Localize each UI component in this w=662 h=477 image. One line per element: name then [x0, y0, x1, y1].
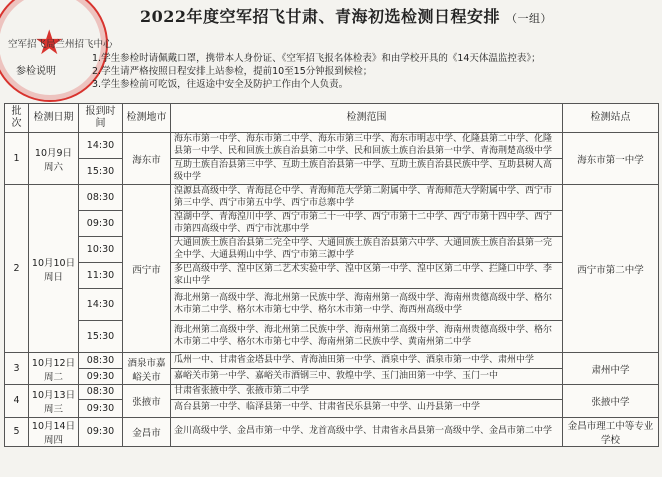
weekday-text: 周日: [43, 271, 63, 283]
table-row: [5, 369, 659, 385]
note-line: 3.学生参检前可吃饭，往返途中安全及防护工作由个人负责。: [92, 79, 349, 90]
date-cell: [29, 133, 79, 185]
batch-cell: 1: [5, 133, 29, 185]
table-row: [5, 263, 659, 289]
table-row: [5, 133, 659, 159]
header-date: 检测日期: [29, 104, 79, 133]
notes-label: 参检说明: [16, 66, 56, 77]
header-city: 检测地市: [123, 104, 171, 133]
note-line: 1.学生参检时请佩戴口罩，携带本人身份证、《空军招飞报名体检表》和由学校开具的《14天体温监控表》；: [92, 53, 541, 64]
range-cell: 海东市第一中学、海东市第二中学、海东市第三中学、海东市明志中学、化隆县第二中学、化隆县第一中学、民和回族土族自治县第二中学、民和回族土族自治县第一中学、青海荆楚高级中学: [171, 133, 563, 159]
weekday-text: 周四: [43, 434, 63, 446]
range-cell: 瓜州一中、甘肃省金塔县中学、青海油田第一中学、酒泉中学、酒泉市第一中学、肃州中学: [171, 353, 563, 369]
range-cell: 海北州第二高级中学、海北州第二民族中学、海南州第二高级中学、海南州贵德高级中学、格尔木市第二中学、格尔木市第七中学、海南州第二民族中学、黄南州第二中学: [171, 321, 563, 353]
time-cell: 08:30: [79, 385, 123, 400]
date-cell: [29, 417, 79, 446]
time-cell: 08:30: [79, 353, 123, 369]
table-row: [5, 159, 659, 185]
time-cell: 14:30: [79, 289, 123, 321]
range-cell: 大通回族土族自治县第二完全中学、大通回族土族自治县第六中学、大通回族土族自治县第一完全中学、大通县朔山中学、西宁市第三源中学: [171, 237, 563, 263]
range-cell: 海北州第一高级中学、海北州第一民族中学、海南州第一高级中学、海南州贵德高级中学、格尔木市第二中学、格尔木市第七中学、格尔木市第一中学、海西州高级中学: [171, 289, 563, 321]
station-cell: 西宁市第二中学: [563, 185, 659, 353]
date-cell: [29, 185, 79, 353]
range-cell: 金川高级中学、金昌市第一中学、龙首高级中学、甘肃省永昌县第一高级中学、金昌市第二中学: [171, 417, 563, 446]
time-cell: 15:30: [79, 159, 123, 185]
table-row: [5, 353, 659, 369]
range-cell: 湟源县高级中学、青海昆仑中学、青海师范大学第二附属中学、青海师范大学附属中学、西宁市第三中学、西宁市第五中学、西宁市总寨中学: [171, 185, 563, 211]
station-cell: 张掖中学: [563, 385, 659, 418]
table-header-row: [5, 104, 659, 133]
time-cell: 09:30: [79, 399, 123, 417]
notes-lines: [92, 52, 541, 91]
city-cell: 金昌市: [123, 417, 171, 446]
header-range: 检测范围: [171, 104, 563, 133]
notes-section: [6, 52, 656, 92]
header-station: 检测站点: [563, 104, 659, 133]
time-cell: 08:30: [79, 185, 123, 211]
table-row: [5, 289, 659, 321]
note-line: 2.学生请严格按照日程安排上站参检，提前10至15分钟报到候检；: [92, 66, 373, 77]
station-cell: 海东市第一中学: [563, 133, 659, 185]
time-cell: 09:30: [79, 211, 123, 237]
date-text: 10月10日: [31, 257, 76, 269]
station-cell: 金昌市理工中等专业学校: [563, 417, 659, 446]
title-text: 2022年度空军招飞甘肃、青海初选检测日程安排: [140, 7, 501, 26]
header-batch: 批次: [5, 104, 29, 133]
batch-cell: 4: [5, 385, 29, 418]
batch-cell: 5: [5, 417, 29, 446]
table-row: [5, 237, 659, 263]
city-cell: 西宁市: [123, 185, 171, 353]
range-cell: 多巴高级中学、湟中区第二艺术实验中学、湟中区第一中学、湟中区第二中学、拦隆口中学、李家山中学: [171, 263, 563, 289]
issuer-text: 空军招飞局兰州招飞中心: [8, 39, 113, 50]
time-cell: 09:30: [79, 369, 123, 385]
range-cell: 互助土族自治县第三中学、互助土族自治县第一中学、互助土族自治县民族中学、互助县树人高级中学: [171, 159, 563, 185]
station-cell: 肃州中学: [563, 353, 659, 385]
time-cell: 11:30: [79, 263, 123, 289]
time-cell: 14:30: [79, 133, 123, 159]
header-time: 报到时间: [79, 104, 123, 133]
weekday-text: 周六: [43, 161, 63, 173]
city-cell: 张掖市: [123, 385, 171, 418]
table-row: [5, 385, 659, 400]
table-body: [5, 133, 659, 447]
range-cell: 甘肃省张掖中学、张掖市第二中学: [171, 385, 563, 400]
city-cell: 酒泉市嘉峪关市: [123, 353, 171, 385]
range-cell: 湟湖中学、青海湟川中学、西宁市第二十一中学、西宁市第十二中学、西宁市第十四中学、西宁市第四高级中学、西宁市沈那中学: [171, 211, 563, 237]
weekday-text: 周二: [43, 371, 63, 383]
table-row: [5, 399, 659, 417]
date-text: 10月9日: [34, 147, 73, 159]
date-text: 10月13日: [31, 389, 76, 401]
batch-cell: 2: [5, 185, 29, 353]
star-icon: ★: [34, 23, 65, 63]
table-row: [5, 417, 659, 446]
city-cell: 海东市: [123, 133, 171, 185]
batch-cell: 3: [5, 353, 29, 385]
table-row: [5, 211, 659, 237]
schedule-table: [4, 103, 659, 447]
range-cell: 嘉峪关市第一中学、嘉峪关市酒钢三中、敦煌中学、玉门油田第一中学、玉门一中: [171, 369, 563, 385]
page-title: [140, 4, 660, 27]
range-cell: 高台县第一中学、临泽县第一中学、甘肃省民乐县第一中学、山丹县第一中学: [171, 399, 563, 417]
date-text: 10月14日: [31, 420, 76, 432]
date-cell: [29, 385, 79, 418]
title-suffix: （一组）: [506, 12, 553, 25]
table-row: [5, 321, 659, 353]
time-cell: 09:30: [79, 417, 123, 446]
date-cell: [29, 353, 79, 385]
date-text: 10月12日: [31, 357, 76, 369]
time-cell: 10:30: [79, 237, 123, 263]
time-cell: 15:30: [79, 321, 123, 353]
weekday-text: 周三: [43, 403, 63, 415]
table-row: [5, 185, 659, 211]
